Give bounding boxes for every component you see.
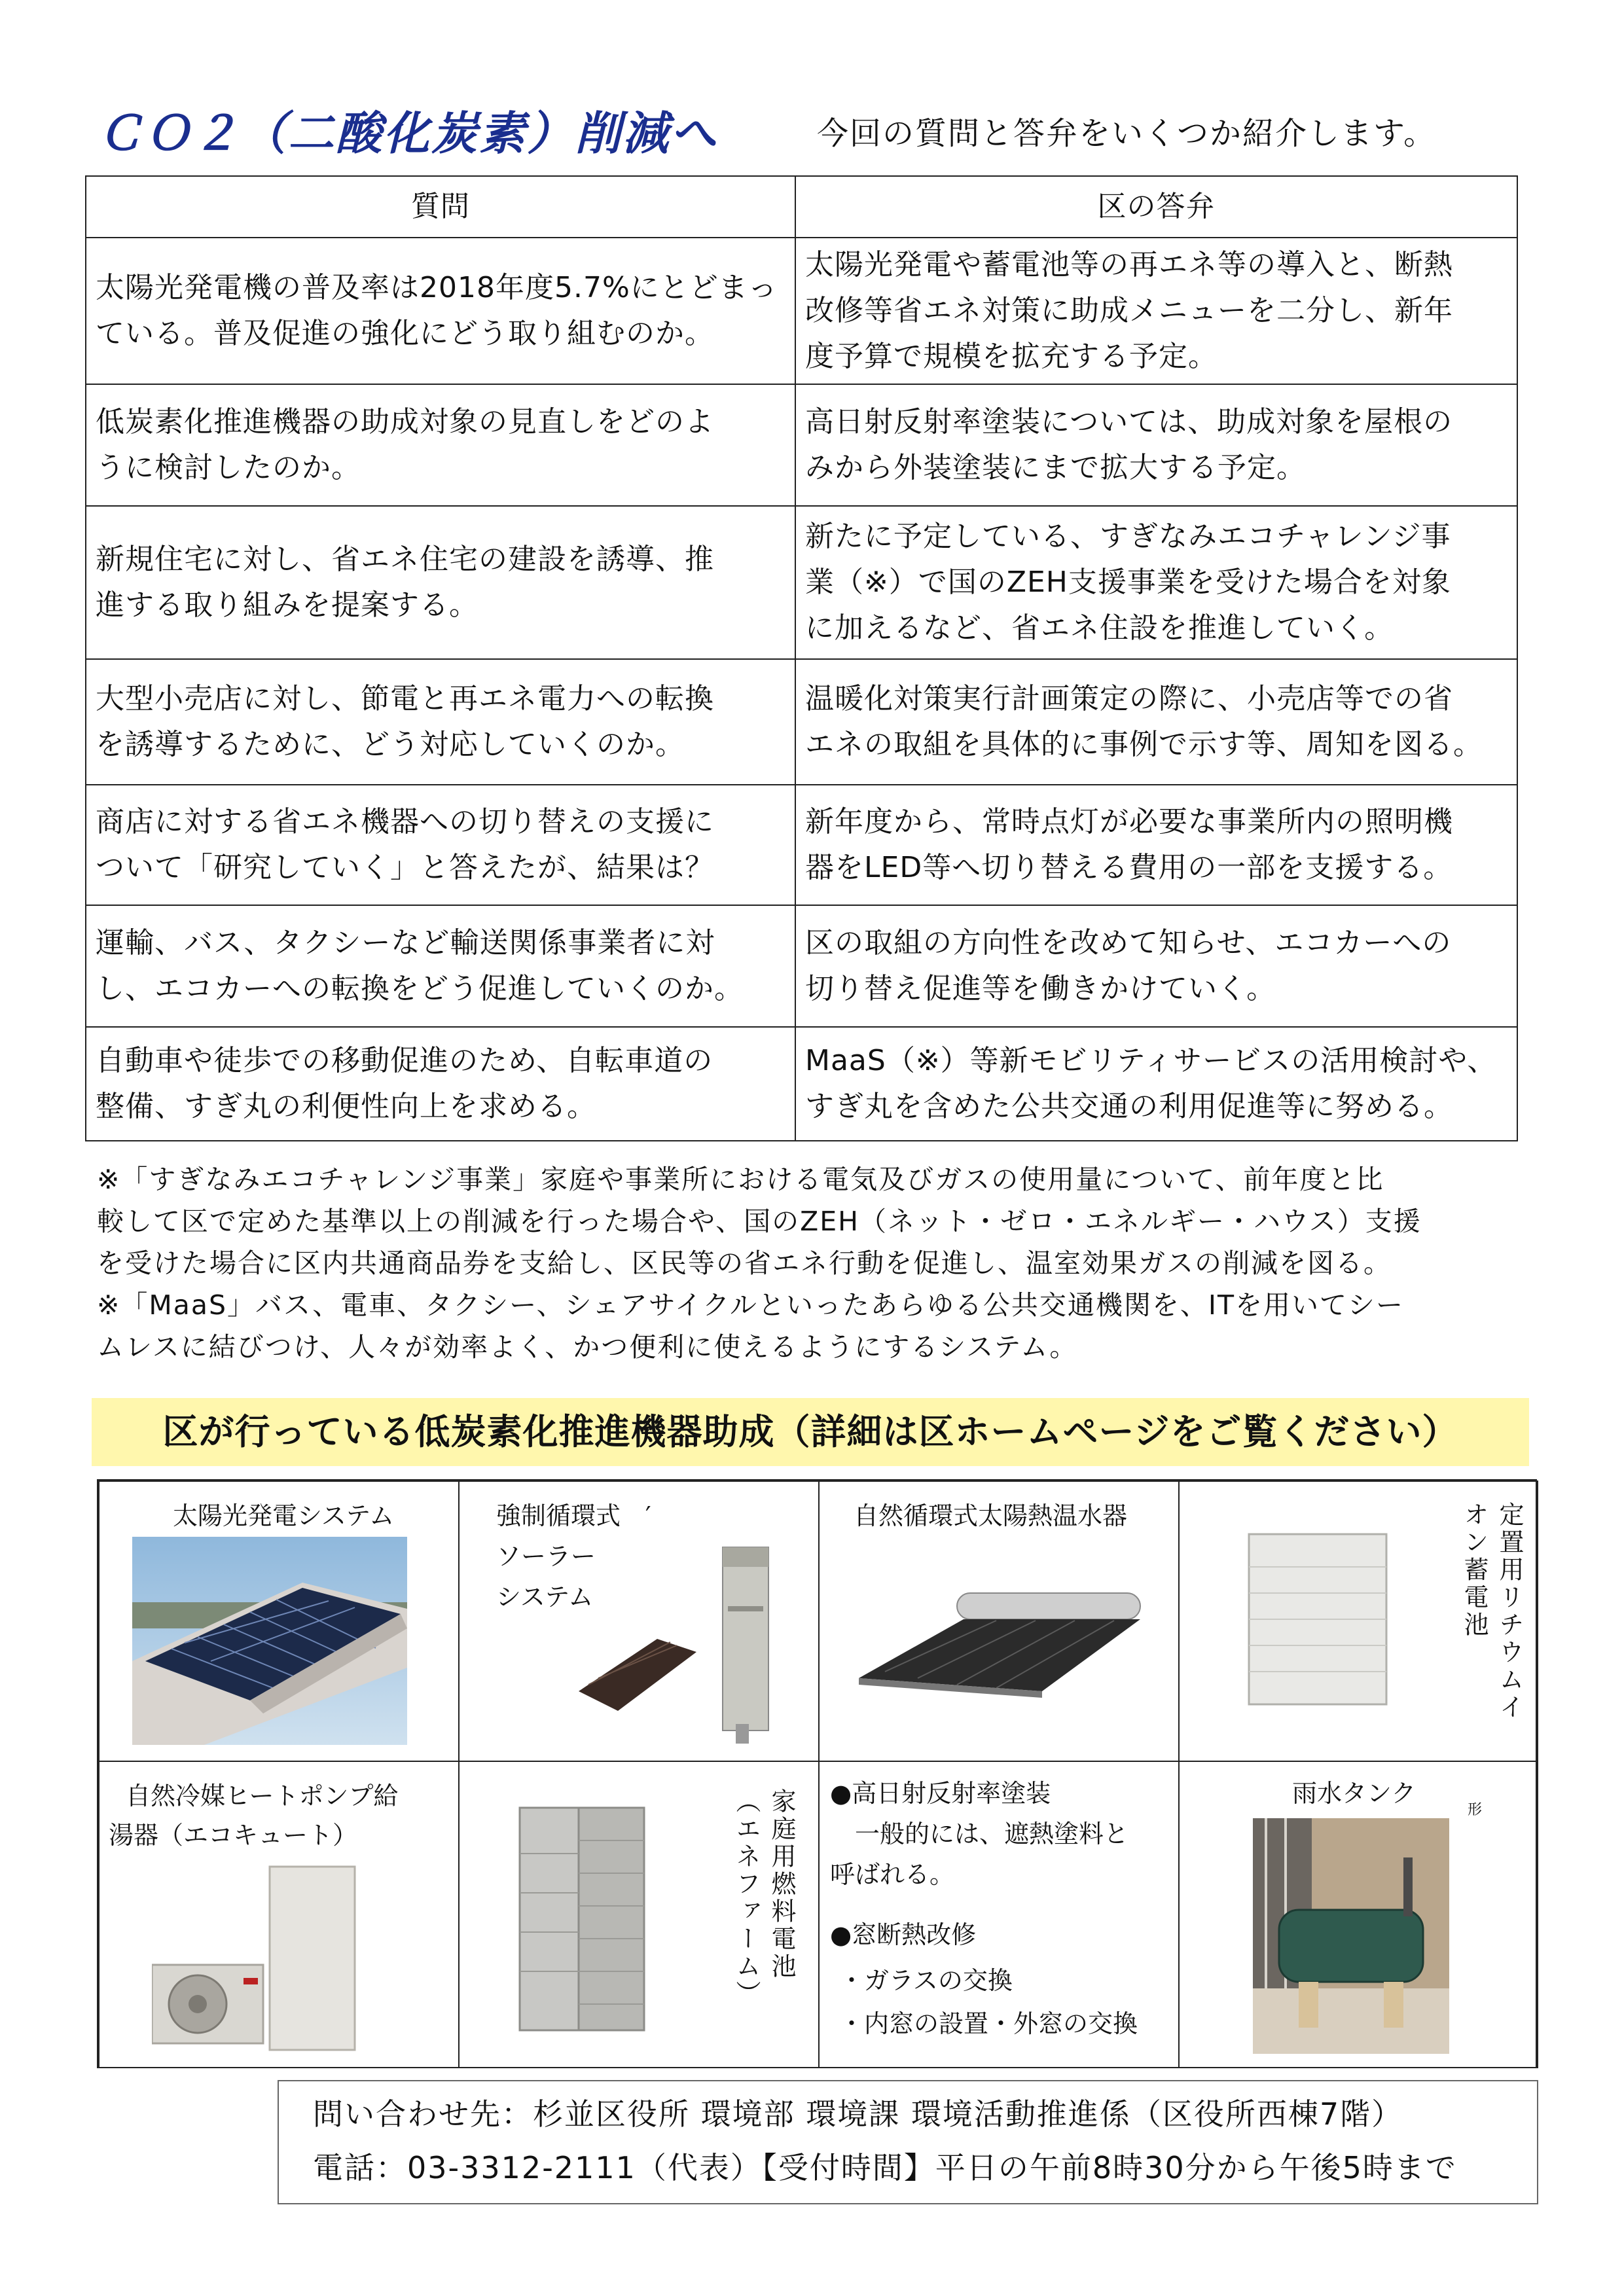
footnote-line: ※「MaaS」バス、電車、タクシー、シェアサイクルといったあらゆる公共交通機関を、ITを用いてシー xyxy=(97,1289,1404,1321)
answer-line: 新たに予定している、すぎなみエコチャレンジ事 xyxy=(805,520,1451,553)
table-row xyxy=(86,785,1517,905)
forced-label-line1: 強制循環式 ′ xyxy=(496,1501,651,1530)
answer-line: 業（※）で国のZEH支援事業を受けた場合を対象 xyxy=(805,565,1451,599)
question-column-header: 質問 xyxy=(86,176,795,238)
question-line: 太陽光発電機の普及率は2018年度5.7%にとどまっ xyxy=(96,271,778,304)
subsidy-cell-solar xyxy=(98,1480,460,1762)
answer-cell xyxy=(795,659,1517,785)
answer-cell xyxy=(795,1027,1517,1141)
qa-header-row xyxy=(86,176,1517,238)
heatpump-label-line2: 湯器（エコキュート） xyxy=(109,1821,358,1850)
subsidy-grid xyxy=(97,1479,1537,2068)
answer-line: 区の取組の方向性を改めて知らせ、エコカーへの xyxy=(805,926,1452,960)
question-line: 整備、すぎ丸の利便性向上を求める。 xyxy=(96,1090,596,1123)
subsidy-cell-battery xyxy=(1178,1480,1538,1762)
fuelcell-label-col2: （エネファーム） xyxy=(732,1788,761,2008)
natural-label: 自然循環式太陽熱温水器 xyxy=(854,1501,1128,1530)
heatpump-label-line1: 自然冷媒ヒートポンプ給 xyxy=(126,1782,399,1810)
question-line: 進する取り組みを提案する。 xyxy=(96,588,478,622)
subsidy-cell-fuel-cell xyxy=(458,1761,820,2068)
subsidy-heading: 区が行っている低炭素化推進機器助成（詳細は区ホームページをご覧ください） xyxy=(92,1398,1529,1466)
question-line: 自動車や徒歩での移動促進のため、自転車道の xyxy=(96,1044,713,1077)
page-title: ＣＯ２（二酸化炭素）削減へ xyxy=(97,107,718,160)
rain-tank-label: 雨水タンク xyxy=(1292,1779,1416,1808)
heat-pump-water-heater-image xyxy=(152,1860,388,2056)
answer-cell xyxy=(795,785,1517,905)
solar-panel-roof-image xyxy=(132,1537,407,1745)
subsidy-cell-coating-window xyxy=(818,1761,1180,2068)
forced-solar-system-image xyxy=(572,1528,795,1750)
footnote-line: ※「すぎなみエコチャレンジ事業」家庭や事業所における電気及びガスの使用量について、前年度と比 xyxy=(97,1164,1384,1195)
window-line1: ・ガラスの交換 xyxy=(839,1966,1013,1995)
answer-line: 改修等省エネ対策に助成メニューを二分し、新年 xyxy=(805,294,1453,327)
fuelcell-label-col1: 家庭用燃料電池 xyxy=(767,1788,796,1981)
contact-phone: 電話：03-3312-2111（代表）【受付時間】平日の午前8時30分から午後5時まで xyxy=(313,2150,1457,2185)
question-line: うに検討したのか。 xyxy=(96,451,361,484)
answer-line: に加えるなど、省エネ住設を推進していく。 xyxy=(805,611,1394,645)
answer-column-header: 区の答弁 xyxy=(795,176,1517,238)
subsidy-cell-heat-pump xyxy=(98,1761,460,2068)
rain-tank-small-label: 形 xyxy=(1468,1802,1483,1818)
rain-tank-image xyxy=(1253,1818,1449,2054)
question-line: ついて「研究していく」と答えたが、結果は？ xyxy=(96,851,714,884)
storage-battery-image xyxy=(1242,1528,1393,1711)
coating-line2: 呼ばれる。 xyxy=(830,1860,955,1889)
question-cell xyxy=(86,659,795,785)
question-line: 新規住宅に対し、省エネ住宅の建設を誘導、推 xyxy=(96,543,714,576)
table-row xyxy=(86,384,1517,506)
answer-line: MaaS（※）等新モビリティサービスの活用検討や、 xyxy=(805,1044,1497,1077)
question-line: し、エコカーへの転換をどう促進していくのか。 xyxy=(96,972,744,1005)
footnote-line: を受けた場合に区内共通商品券を支給し、区民等の省エネ行動を促進し、温室効果ガスの削減を図る。 xyxy=(97,1247,1392,1279)
answer-line: 温暖化対策実行計画策定の際に、小売店等での省 xyxy=(805,682,1453,715)
battery-label-col1: 定置用リチウムイ xyxy=(1495,1501,1524,1721)
qa-table xyxy=(85,175,1518,1141)
question-line: 大型小売店に対し、節電と再エネ電力への転換 xyxy=(96,682,714,715)
question-line: ている。普及促進の強化にどう取り組むのか。 xyxy=(96,317,714,350)
coating-line1: 一般的には、遮熱塗料と xyxy=(830,1820,1129,1848)
footnote-line: ムレスに結びつけ、人々が効率よく、かつ便利に使えるようにするシステム。 xyxy=(97,1331,1078,1363)
fuel-cell-image xyxy=(513,1801,657,2043)
subsidy-cell-rain-tank xyxy=(1178,1761,1538,2068)
answer-cell xyxy=(795,905,1517,1027)
battery-label-col2: オン蓄電池 xyxy=(1460,1501,1489,1639)
question-cell xyxy=(86,1027,795,1141)
coating-title: ●高日射反射率塗装 xyxy=(830,1779,1051,1808)
table-row xyxy=(86,1027,1517,1141)
solar-label: 太陽光発電システム xyxy=(173,1501,395,1530)
table-row xyxy=(86,659,1517,785)
forced-label-line3: システム xyxy=(496,1583,594,1611)
question-cell xyxy=(86,905,795,1027)
window-title: ●窓断熱改修 xyxy=(830,1920,977,1949)
question-line: 低炭素化推進機器の助成対象の見直しをどのよ xyxy=(96,405,714,439)
question-line: 商店に対する省エネ機器への切り替えの支援に xyxy=(96,805,714,838)
answer-line: エネの取組を具体的に事例で示す等、周知を図る。 xyxy=(805,728,1483,761)
answer-line: 切り替え促進等を働きかけていく。 xyxy=(805,972,1276,1005)
solar-water-heater-image xyxy=(846,1580,1153,1711)
answer-line: 度予算で規模を拡充する予定。 xyxy=(805,340,1218,373)
question-line: 運輸、バス、タクシーなど輸送関係事業者に対 xyxy=(96,926,715,960)
subsidy-cell-natural-circulation xyxy=(818,1480,1180,1762)
contact-address: 問い合わせ先：杉並区役所 環境部 環境課 環境活動推進係（区役所西棟7階） xyxy=(313,2096,1403,2132)
question-line: を誘導するために、どう対応していくのか。 xyxy=(96,728,685,761)
answer-line: すぎ丸を含めた公共交通の利用促進等に努める。 xyxy=(805,1090,1453,1123)
question-cell xyxy=(86,785,795,905)
footnote-line: 較して区で定めた基準以上の削減を行った場合や、国のZEH（ネット・ゼロ・エネルギー・ハウス）支援 xyxy=(97,1206,1422,1237)
answer-line: 器をLED等へ切り替える費用の一部を支援する。 xyxy=(805,851,1453,884)
subsidy-cell-forced-circulation xyxy=(458,1480,820,1762)
forced-label-line2: ソーラー xyxy=(496,1542,596,1571)
answer-cell xyxy=(795,238,1517,384)
answer-line: みから外装塗装にまで拡大する予定。 xyxy=(805,451,1306,484)
answer-line: 高日射反射率塗装については、助成対象を屋根の xyxy=(805,405,1453,439)
answer-cell xyxy=(795,384,1517,506)
answer-line: 新年度から、常時点灯が必要な事業所内の照明機 xyxy=(805,805,1453,838)
answer-line: 太陽光発電や蓄電池等の再エネ等の導入と、断熱 xyxy=(805,248,1453,281)
page-subtitle: 今回の質問と答弁をいくつか紹介します。 xyxy=(817,115,1437,152)
answer-cell xyxy=(795,506,1517,659)
question-cell xyxy=(86,506,795,659)
question-cell xyxy=(86,384,795,506)
footnotes xyxy=(97,1158,1524,1368)
question-cell xyxy=(86,238,795,384)
window-line2: ・内窓の設置・外窓の交換 xyxy=(839,2009,1138,2038)
contact-box xyxy=(278,2080,1538,2204)
table-row xyxy=(86,905,1517,1027)
table-row xyxy=(86,506,1517,659)
table-row xyxy=(86,238,1517,384)
